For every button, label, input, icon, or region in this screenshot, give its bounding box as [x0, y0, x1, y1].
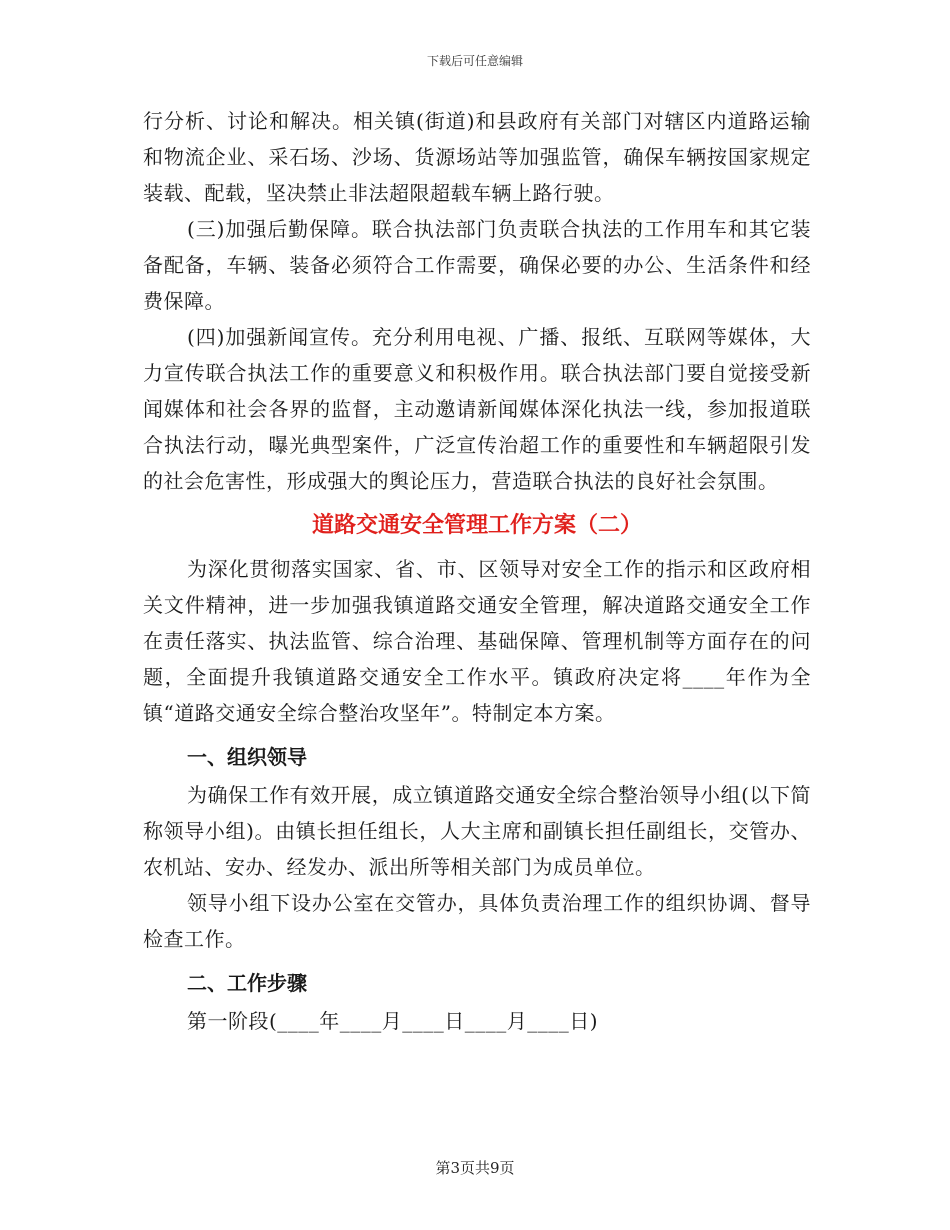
document-body — [143, 103, 811, 1039]
paragraph-3: (四)加强新闻宣传。充分利用电视、广播、报纸、互联网等媒体，大力宣传联合执法工作的重要意义和积极作用。联合执法部门要自觉接受新闻媒体和社会各界的监督，主动邀请新闻媒体深化执法一线，参加报道联合执法行动，曝光典型案件，广泛宣传治超工作的重要性和车辆超限引发的社会危害性，形成强大的舆论压力，营造联合执法的良好社会氛围。 — [143, 325, 811, 493]
paragraph-7: 第一阶段(____年____月____日____月____日) — [187, 1009, 599, 1033]
section-heading-2: 二、工作步骤 — [187, 971, 307, 995]
paragraph-6: 领导小组下设办公室在交管办，具体负责治理工作的组织协调、督导检查工作。 — [143, 891, 811, 951]
page-header-note: 下载后可任意编辑 — [426, 54, 523, 68]
paragraph-5: 为确保工作有效开展，成立镇道路交通安全综合整治领导小组(以下简称领导小组)。由镇长担任组长，人大主席和副镇长担任副组长，交管办、农机站、安办、经发办、派出所等相关部门为成员单位。 — [143, 783, 811, 879]
page-footer: 第3页共9页 — [435, 1159, 515, 1177]
section-heading-1: 一、组织领导 — [187, 745, 307, 769]
document-title: 道路交通安全管理工作方案（二） — [311, 512, 642, 538]
paragraph-2: (三)加强后勤保障。联合执法部门负责联合执法的工作用车和其它装备配备，车辆、装备必须符合工作需要，确保必要的办公、生活条件和经费保障。 — [143, 217, 811, 313]
paragraph-1: 行分析、讨论和解决。相关镇(街道)和县政府有关部门对辖区内道路运输和物流企业、采石场、沙场、货源场站等加强监管，确保车辆按国家规定装载、配载，坚决禁止非法超限超载车辆上路行驶。 — [143, 109, 811, 205]
paragraph-4: 为深化贯彻落实国家、省、市、区领导对安全工作的指示和区政府相关文件精神，进一步加强我镇道路交通安全管理，解决道路交通安全工作在责任落实、执法监管、综合治理、基础保障、管理机制等方面存在的问题，全面提升我镇道路交通安全工作水平。镇政府决定将____年作为全镇“道路交通安全综合整治攻坚年”。特制定本方案。 — [143, 557, 811, 725]
